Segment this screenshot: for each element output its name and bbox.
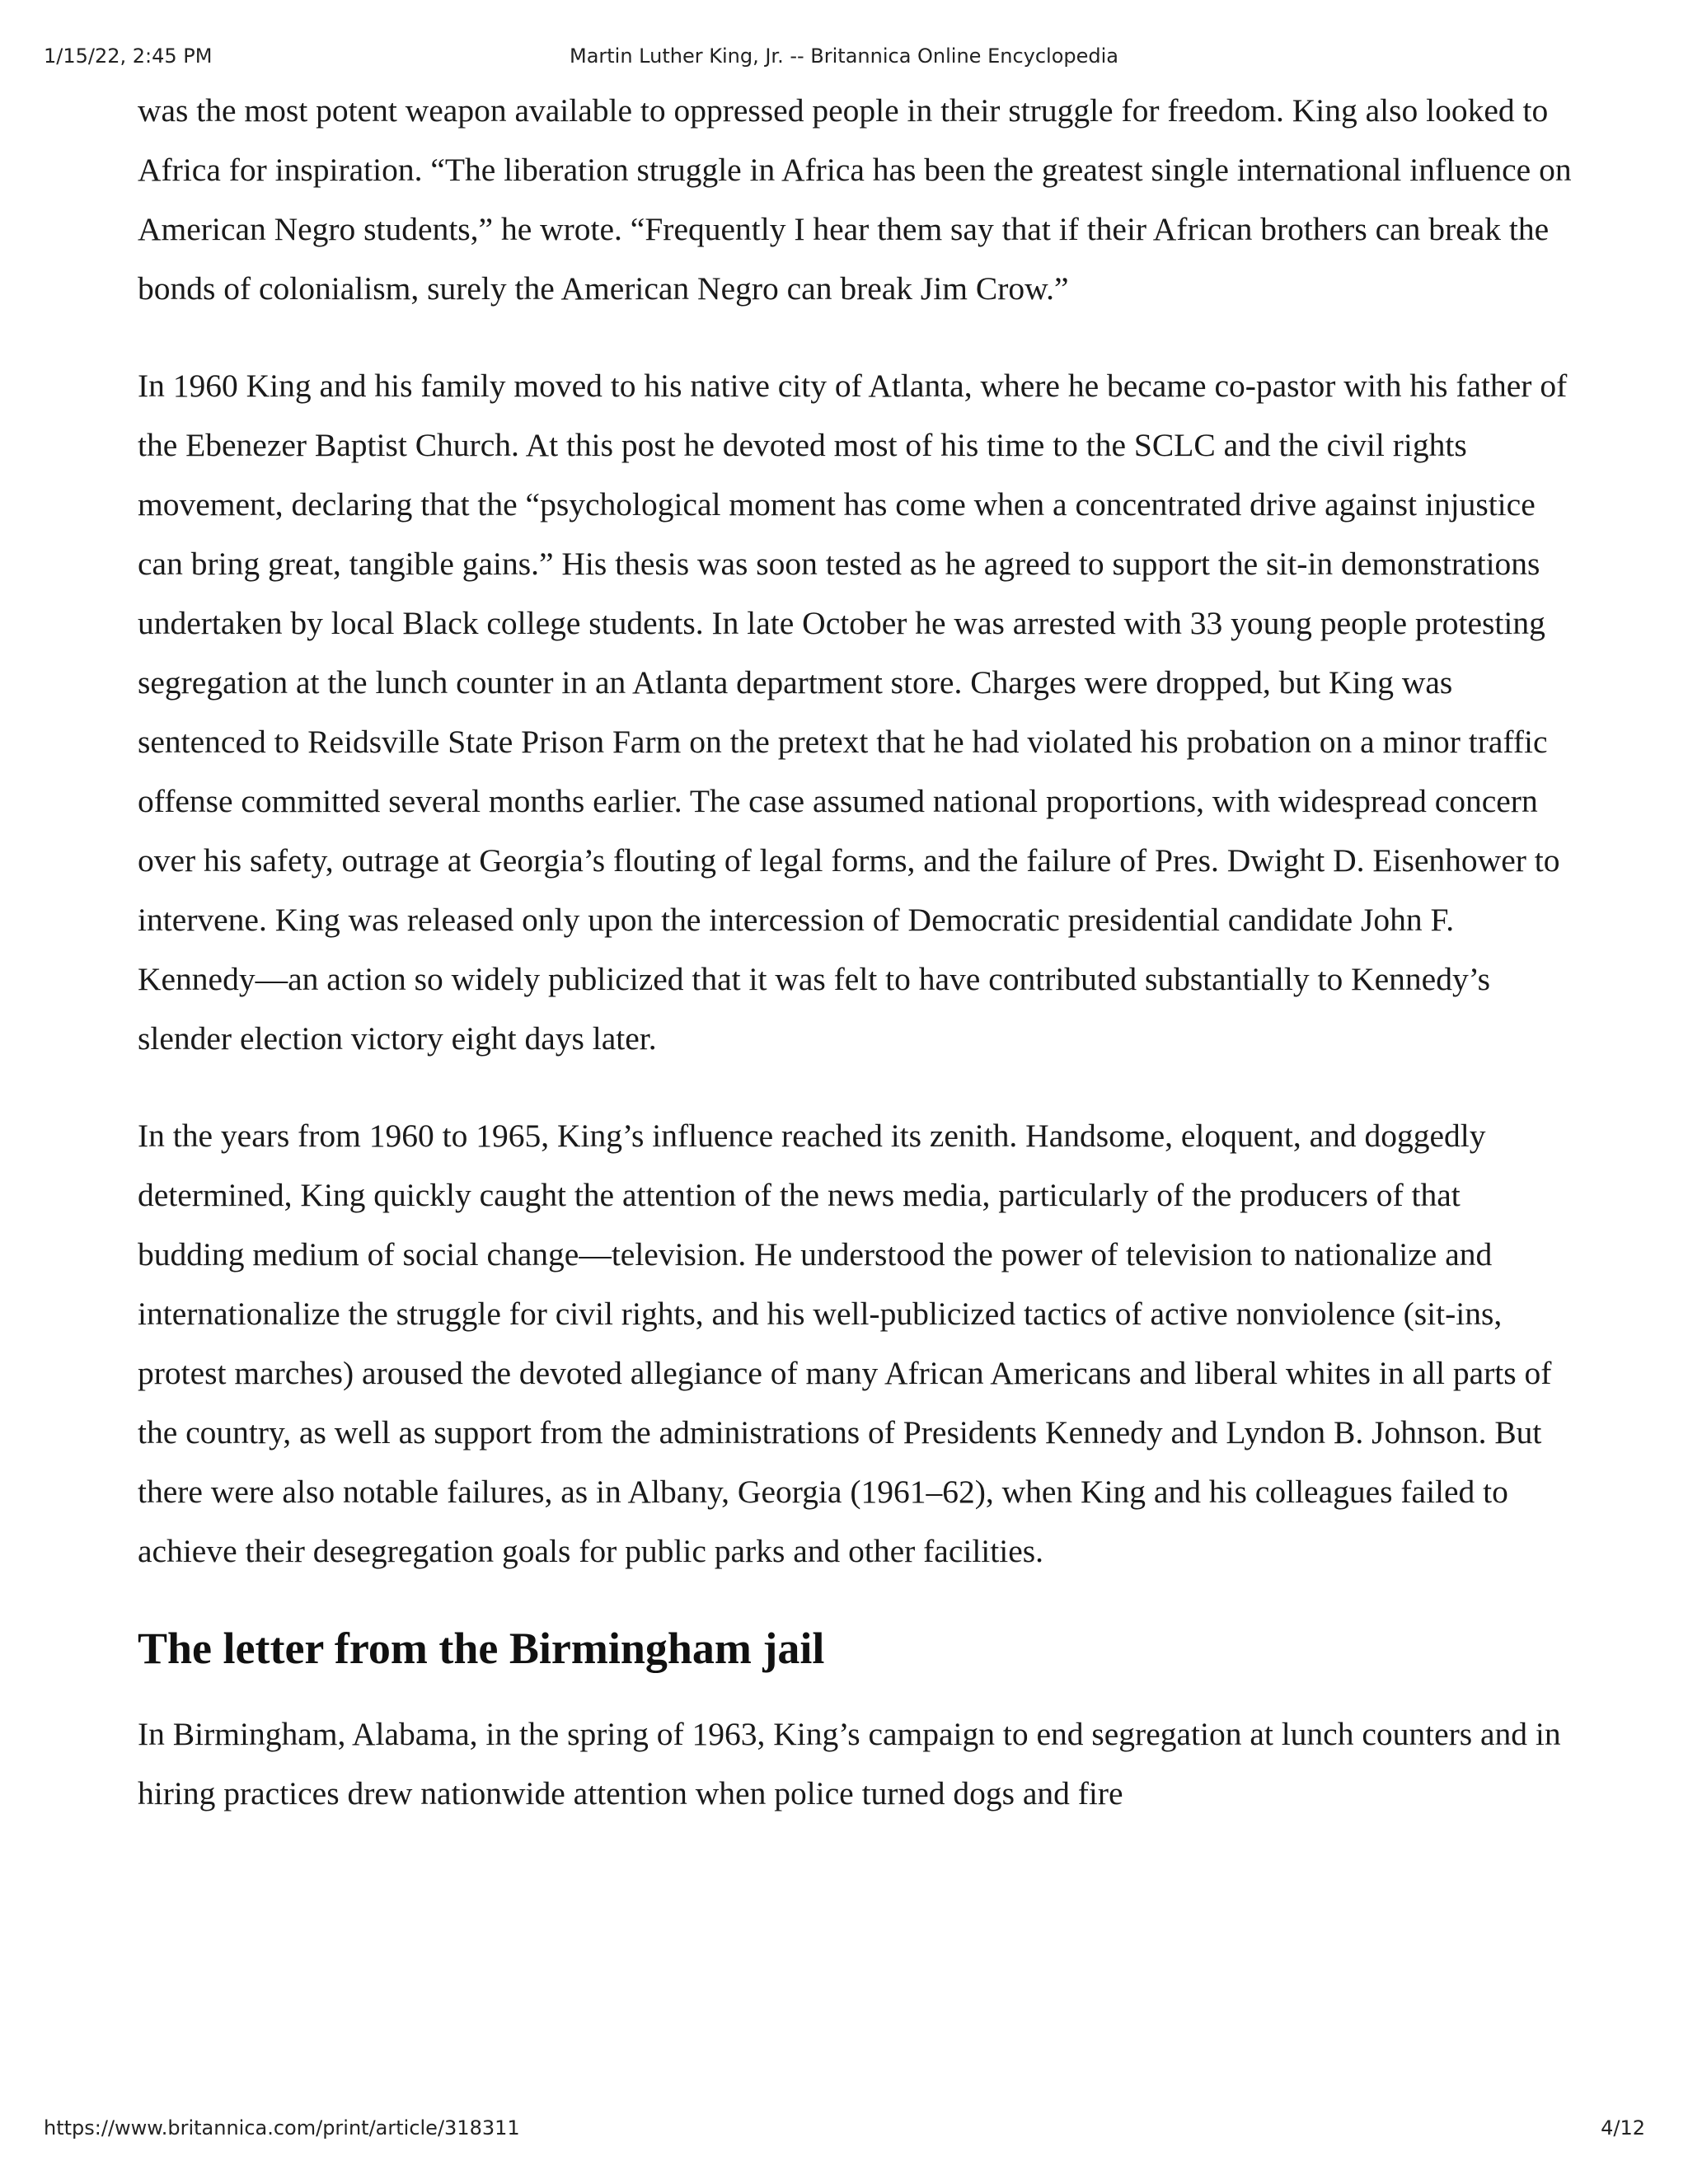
print-datetime: 1/15/22, 2:45 PM: [44, 45, 213, 68]
section-heading: The letter from the Birmingham jail: [138, 1624, 825, 1673]
print-header: [0, 45, 1688, 71]
article-paragraph: In 1960 King and his family moved to his native city of Atlanta, where he became co-pastor with his father of the Ebenezer Baptist Church. At this post he devoted most of his time to the SCLC and the civil rights movement, declaring that the “psychological moment has come when a concentrated drive against injustice can bring great, tangible gains.” His thesis was soon tested as he agreed to support the sit-in demonstrations undertaken by local Black college students. In late October he was arrested with 33 young people protesting segregation at the lunch counter in an Atlanta department store. Charges were dropped, but King was sentenced to Reidsville State Prison Farm on the pretext that he had violated his probation on a minor traffic offense committed several months earlier. The case assumed national proportions, with widespread concern over his safety, outrage at Georgia’s flouting of legal forms, and the failure of Pres. Dwight D. Eisenhower to intervene. King was released only upon the intercession of Democratic presidential candidate John F. Kennedy—an action so widely publicized that it was felt to have contributed substantially to Kennedy’s slender election victory eight days later.: [138, 368, 1568, 1057]
article-body: [138, 81, 1572, 1861]
print-url: https://www.britannica.com/print/article/318311: [44, 2116, 520, 2139]
article-paragraph: was the most potent weapon available to oppressed people in their struggle for freedom. King also looked to Africa for inspiration. “The liberation struggle in Africa has been the greatest single international influence on American Negro students,” he wrote. “Frequently I hear them say that if their African brothers can break the bonds of colonialism, surely the American Negro can break Jim Crow.”: [138, 92, 1572, 307]
print-footer: [0, 2116, 1688, 2143]
page-number: 4/12: [1601, 2116, 1645, 2139]
article-paragraph: In Birmingham, Alabama, in the spring of 1963, King’s campaign to end segregation at lunch counters and in hiring practices drew nationwide attention when police turned dogs and fire: [138, 1716, 1561, 1811]
print-page-title: Martin Luther King, Jr. -- Britannica Online Encyclopedia: [569, 45, 1118, 68]
article-paragraph: In the years from 1960 to 1965, King’s influence reached its zenith. Handsome, eloquent, and doggedly determined, King quickly caught the attention of the news media, particularly of the producers of that budding medium of social change—television. He understood the power of television to nationalize and internationalize the struggle for civil rights, and his well-publicized tactics of active nonviolence (sit-ins, protest marches) aroused the devoted allegiance of many African Americans and liberal whites in all parts of the country, as well as support from the administrations of Presidents Kennedy and Lyndon B. Johnson. But there were also notable failures, as in Albany, Georgia (1961–62), when King and his colleagues failed to achieve their desegregation goals for public parks and other facilities.: [138, 1118, 1552, 1569]
